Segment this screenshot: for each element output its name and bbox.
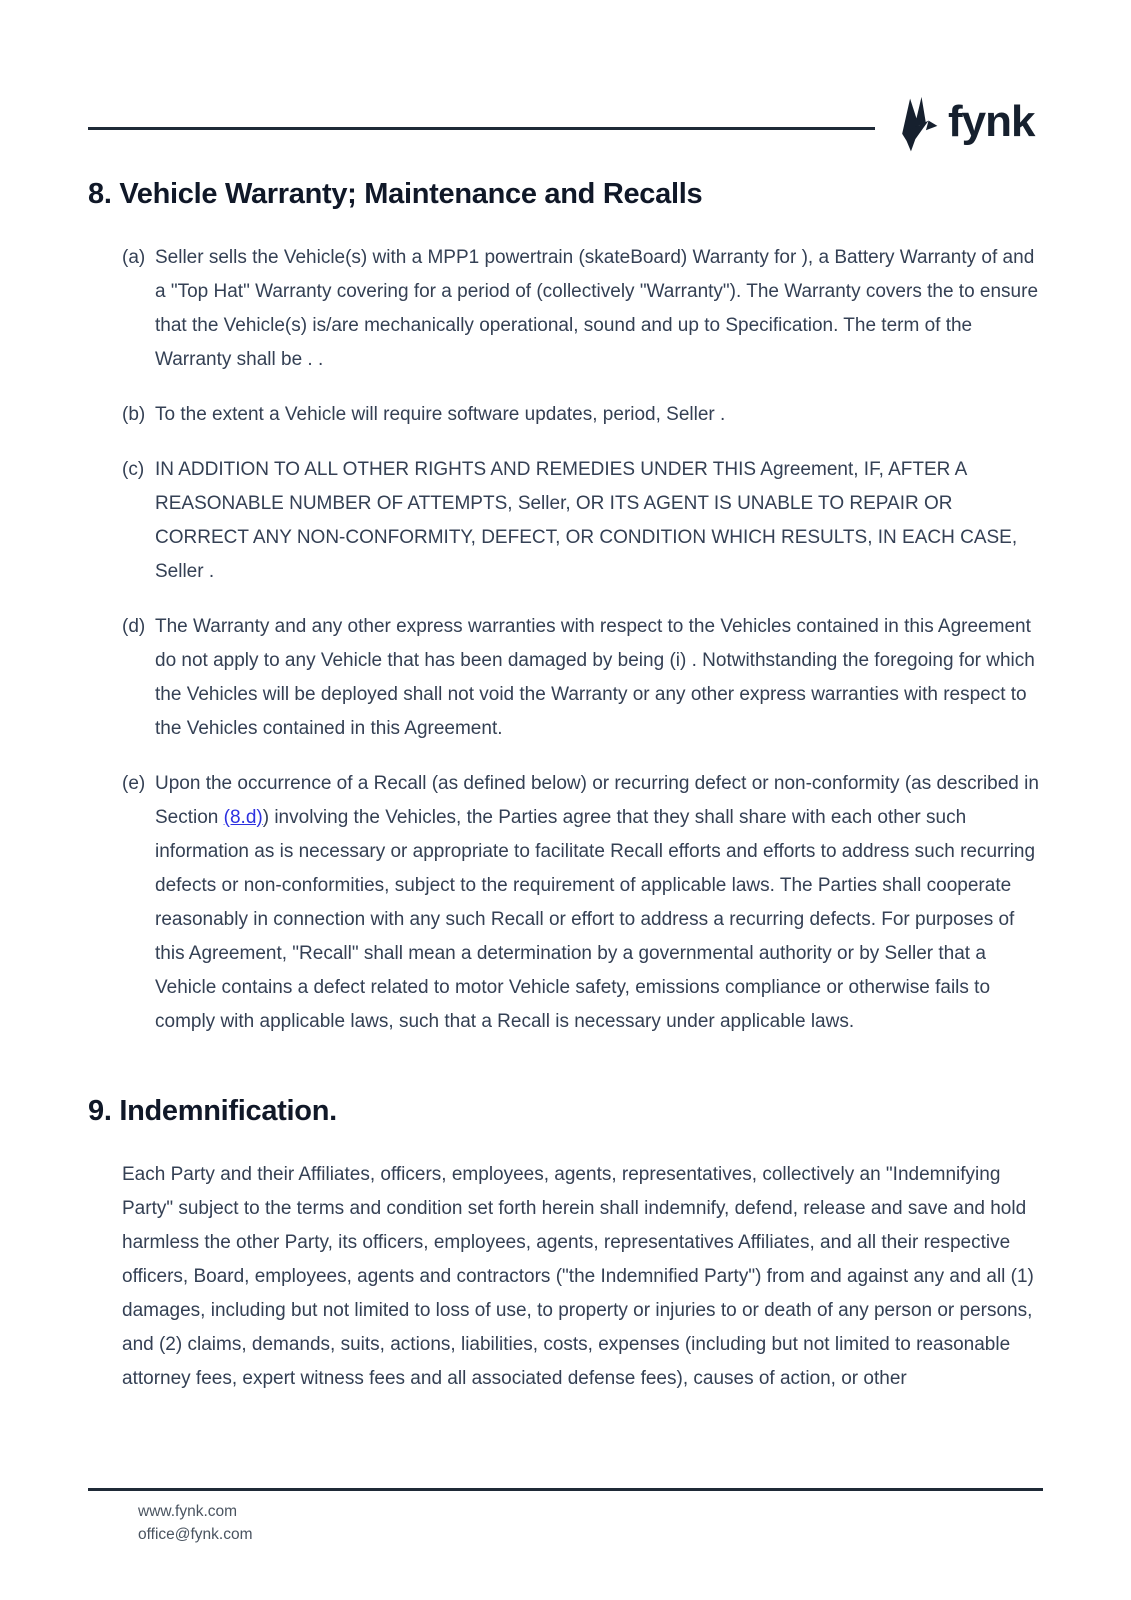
footer-divider-line (88, 1488, 1043, 1491)
section-9-heading: 9. Indemnification. (88, 1095, 337, 1127)
footer-email: office@fynk.com (138, 1526, 253, 1543)
footer-website: www.fynk.com (138, 1503, 238, 1520)
origami-crane-icon (896, 96, 940, 154)
clause-text: The Warranty and any other express warranties with respect to the Vehicles contained in this Agreement do not apply to any Vehicle that has been damaged by being (i) . Notwithstanding the foregoing for which the Vehicles will be deployed shall not void the Warranty or any other express warranties with respect to the Vehicles contained in this Agreement. (155, 616, 1035, 739)
clause-8c (88, 453, 1043, 589)
section-9-paragraph: Each Party and their Affiliates, officers, employees, agents, representatives, collectively an "Indemnifying Party" subject to the terms and condition set forth herein shall indemnify, defend, release and save and hold harmless the other Party, its officers, employees, agents, representatives Affiliates, and all their respective officers, Board, employees, agents and contractors ("the Indemnified Party") from and against any and all (1) damages, including but not limited to loss of use, to property or injuries to or death of any person or persons, and (2) claims, demands, suits, actions, liabilities, costs, expenses (including but not limited to reasonable attorney fees, expert witness fees and all associated defense fees), causes of action, or other (122, 1164, 1034, 1389)
clause-label: (b) (122, 404, 146, 425)
clause-text: To the extent a Vehicle will require software updates, period, Seller . (155, 404, 726, 425)
clause-text-segment: ) involving the Vehicles, the Parties agree that they shall share with each other such information as is necessary or appropriate to facilitate Recall efforts and efforts to address such recurring defects or non-conformities, subject to the requirement of applicable laws. The Parties shall cooperate reasonably in connection with any such Recall or effort to address a recurring defects. For purposes of this Agreement, "Recall" shall mean a determination by a governmental authority or by Seller that a Vehicle contains a defect related to motor Vehicle safety, emissions compliance or otherwise fails to comply with applicable laws, such that a Recall is necessary under applicable laws. (155, 807, 1036, 1032)
clause-label: (d) (122, 616, 146, 637)
clause-label: (c) (122, 459, 145, 480)
clause-8d (88, 610, 1043, 746)
clause-text (155, 767, 1043, 1039)
clause-text: Seller sells the Vehicle(s) with a MPP1 powertrain (skateBoard) Warranty for ), a Battery Warranty of and a "Top Hat" Warranty covering for a period of (collectively "Warranty"). The Warranty covers the to ensure that the Vehicle(s) is/are mechanically operational, sound and up to Specification. The term of the Warranty shall be . . (155, 247, 1039, 370)
clause-label: (e) (122, 773, 146, 794)
document-body (88, 178, 1043, 1396)
clause-8b (88, 398, 1043, 432)
header-divider-line (88, 127, 875, 130)
section-8d-cross-reference-link[interactable]: (8.d) (223, 807, 263, 828)
logo-wordmark: fynk (948, 97, 1035, 146)
clause-text: IN ADDITION TO ALL OTHER RIGHTS AND REMEDIES UNDER THIS Agreement, IF, AFTER A REASONABLE NUMBER OF ATTEMPTS, Seller, OR ITS AGENT IS UNABLE TO REPAIR OR CORRECT ANY NON-CONFORMITY, DEFECT, OR CONDITION WHICH RESULTS, IN EACH CASE, Seller . (155, 459, 1018, 582)
clause-label: (a) (122, 247, 146, 268)
clause-8a (88, 241, 1043, 377)
clause-8e (88, 767, 1043, 1039)
footer-contacts (138, 1500, 253, 1546)
section-8-heading: 8. Vehicle Warranty; Maintenance and Recalls (88, 178, 703, 210)
fynk-logo (896, 96, 1034, 154)
clause-text-segment: Upon the occurrence of a Recall (as defined below) or recurring defect or non-conformity (as described in Section (155, 773, 1039, 828)
